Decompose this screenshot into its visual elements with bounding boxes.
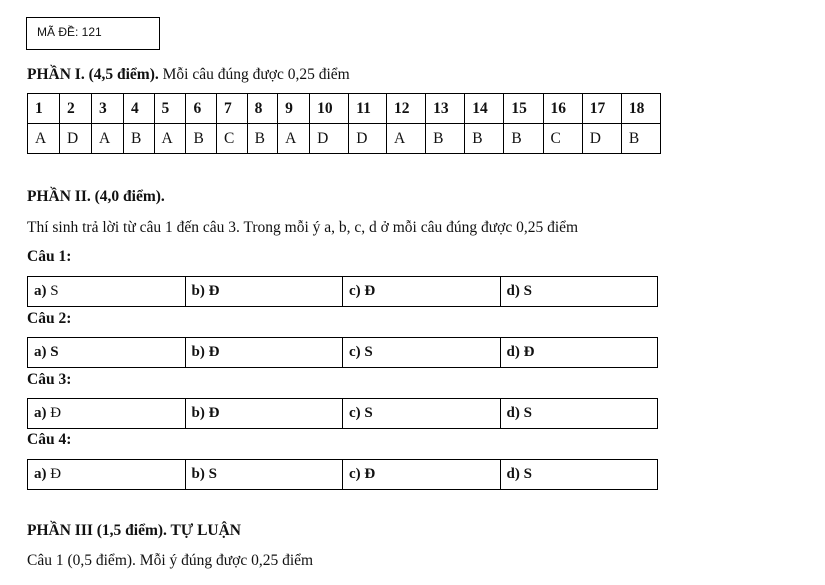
item-value: Đ bbox=[208, 344, 220, 360]
item-value: S bbox=[50, 283, 59, 299]
answer-cell: A bbox=[154, 124, 186, 154]
item-value: Đ bbox=[50, 405, 62, 421]
answer-cell: B bbox=[247, 124, 278, 154]
question-number-cell: 17 bbox=[582, 94, 621, 124]
true-false-row bbox=[28, 338, 658, 368]
answer-cell: D bbox=[310, 124, 349, 154]
true-false-cell bbox=[343, 338, 501, 368]
part1-answer-table bbox=[27, 93, 661, 154]
true-false-cell bbox=[185, 338, 343, 368]
question-label: Câu 2: bbox=[27, 310, 72, 327]
question-number-cell: 15 bbox=[504, 94, 543, 124]
answer-cell: B bbox=[465, 124, 504, 154]
item-key: c) bbox=[349, 405, 361, 421]
part3-line1: Câu 1 (0,5 điểm). Mỗi ý đúng được 0,25 điểm bbox=[27, 552, 314, 569]
item-value: S bbox=[364, 405, 373, 421]
item-value: S bbox=[523, 466, 532, 482]
true-false-cell bbox=[28, 399, 186, 429]
item-key: c) bbox=[349, 344, 361, 360]
answer-cell: B bbox=[426, 124, 465, 154]
answer-cell: B bbox=[504, 124, 543, 154]
part1-question-row bbox=[28, 94, 661, 124]
answer-cell: C bbox=[217, 124, 248, 154]
true-false-row bbox=[28, 460, 658, 490]
item-value: Đ bbox=[523, 344, 535, 360]
part2-instruction: Thí sinh trả lời từ câu 1 đến câu 3. Trong mỗi ý a, b, c, d ở mỗi câu đúng được 0,25 điểm bbox=[27, 219, 579, 236]
item-value: Đ bbox=[364, 466, 376, 482]
answer-cell: D bbox=[349, 124, 387, 154]
true-false-cell bbox=[343, 277, 501, 307]
item-key: c) bbox=[349, 283, 361, 299]
item-value: S bbox=[208, 466, 217, 482]
question-number-cell: 1 bbox=[28, 94, 60, 124]
part1-answer-row bbox=[28, 124, 661, 154]
answer-cell: D bbox=[582, 124, 621, 154]
true-false-cell bbox=[500, 338, 658, 368]
item-value: S bbox=[523, 283, 532, 299]
true-false-cell bbox=[28, 277, 186, 307]
question-number-cell: 13 bbox=[426, 94, 465, 124]
question-number-cell: 6 bbox=[186, 94, 217, 124]
item-key: d) bbox=[506, 466, 520, 482]
question-number-cell: 7 bbox=[217, 94, 248, 124]
item-key: a) bbox=[34, 283, 47, 299]
item-value: Đ bbox=[208, 405, 220, 421]
question-number-cell: 8 bbox=[247, 94, 278, 124]
question-number-cell: 11 bbox=[349, 94, 387, 124]
true-false-row bbox=[28, 277, 658, 307]
question-number-cell: 10 bbox=[310, 94, 349, 124]
item-key: b) bbox=[191, 283, 205, 299]
item-value: Đ bbox=[50, 466, 62, 482]
answer-cell: D bbox=[59, 124, 91, 154]
true-false-cell bbox=[28, 460, 186, 490]
item-key: d) bbox=[506, 405, 520, 421]
question-label: Câu 1: bbox=[27, 248, 72, 265]
item-key: d) bbox=[506, 344, 520, 360]
question-label: Câu 3: bbox=[27, 371, 72, 388]
answer-cell: C bbox=[543, 124, 582, 154]
item-key: a) bbox=[34, 405, 47, 421]
item-key: c) bbox=[349, 466, 361, 482]
true-false-cell bbox=[28, 338, 186, 368]
item-key: a) bbox=[34, 466, 47, 482]
answer-cell: B bbox=[621, 124, 660, 154]
item-value: Đ bbox=[208, 283, 220, 299]
question-number-cell: 16 bbox=[543, 94, 582, 124]
answer-cell: A bbox=[278, 124, 310, 154]
item-value: Đ bbox=[364, 283, 376, 299]
item-key: b) bbox=[191, 405, 205, 421]
part1-subtitle: Mỗi câu đúng được 0,25 điểm bbox=[158, 66, 350, 83]
item-key: d) bbox=[506, 283, 520, 299]
part3-title: PHẦN III (1,5 điểm). TỰ LUẬN bbox=[27, 522, 241, 539]
item-value: S bbox=[523, 405, 532, 421]
answer-cell: A bbox=[386, 124, 425, 154]
true-false-row bbox=[28, 399, 658, 429]
item-value: S bbox=[50, 344, 59, 360]
exam-code-box bbox=[26, 17, 160, 50]
true-false-cell bbox=[500, 277, 658, 307]
item-key: b) bbox=[191, 344, 205, 360]
true-false-cell bbox=[185, 277, 343, 307]
true-false-cell bbox=[500, 399, 658, 429]
true-false-table bbox=[27, 276, 658, 307]
answer-cell: A bbox=[28, 124, 60, 154]
item-key: a) bbox=[34, 344, 47, 360]
part2-title: PHẦN II. (4,0 điểm). bbox=[27, 188, 165, 205]
part1-heading bbox=[27, 66, 350, 84]
answer-cell: B bbox=[123, 124, 154, 154]
true-false-table bbox=[27, 459, 658, 490]
answer-cell: B bbox=[186, 124, 217, 154]
question-number-cell: 12 bbox=[386, 94, 425, 124]
item-key: b) bbox=[191, 466, 205, 482]
question-number-cell: 2 bbox=[59, 94, 91, 124]
true-false-table bbox=[27, 398, 658, 429]
true-false-table bbox=[27, 337, 658, 368]
true-false-cell bbox=[343, 460, 501, 490]
question-number-cell: 14 bbox=[465, 94, 504, 124]
true-false-cell bbox=[185, 399, 343, 429]
answer-cell: A bbox=[91, 124, 123, 154]
item-value: S bbox=[364, 344, 373, 360]
question-number-cell: 5 bbox=[154, 94, 186, 124]
question-number-cell: 3 bbox=[91, 94, 123, 124]
true-false-cell bbox=[500, 460, 658, 490]
true-false-cell bbox=[185, 460, 343, 490]
question-number-cell: 18 bbox=[621, 94, 660, 124]
question-number-cell: 4 bbox=[123, 94, 154, 124]
exam-code: MÃ ĐỀ: 121 bbox=[37, 25, 102, 39]
part1-title: PHẦN I. (4,5 điểm). bbox=[27, 66, 159, 83]
question-label: Câu 4: bbox=[27, 431, 72, 448]
true-false-cell bbox=[343, 399, 501, 429]
question-number-cell: 9 bbox=[278, 94, 310, 124]
